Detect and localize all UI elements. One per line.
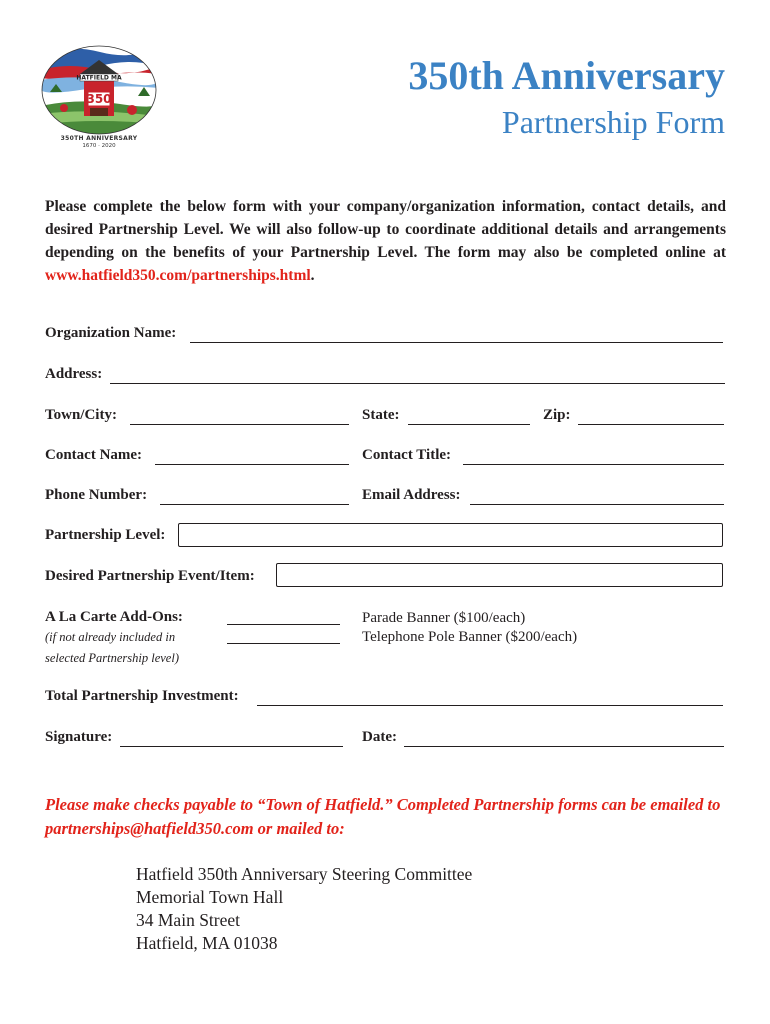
state-field[interactable] bbox=[408, 424, 530, 425]
hatfield-350-logo bbox=[40, 44, 158, 156]
addons-note-line1: (if not already included in bbox=[45, 630, 176, 644]
logo-badge-image bbox=[40, 44, 158, 136]
logo-number-text: 350 bbox=[86, 92, 112, 106]
telephone-pole-banner-quantity-field[interactable] bbox=[227, 643, 340, 644]
address-line-committee: Hatfield 350th Anniversary Steering Committee bbox=[136, 864, 473, 884]
addon-item-parade-banner: Parade Banner ($100/each) bbox=[362, 610, 526, 626]
payment-instructions: Please make checks payable to “Town of Hatfield.” Completed Partnership forms can be emailed to partnerships@hatfield350.com or mailed to: bbox=[45, 795, 721, 838]
total-investment-field[interactable] bbox=[257, 705, 723, 706]
desired-event-field[interactable] bbox=[276, 563, 723, 587]
addons-label: A La Carte Add-Ons: bbox=[45, 609, 183, 625]
contact-name-label: Contact Name: bbox=[45, 447, 143, 463]
total-investment-label: Total Partnership Investment: bbox=[45, 688, 239, 704]
mailing-address bbox=[136, 863, 472, 955]
contact-name-field[interactable] bbox=[155, 464, 349, 465]
partnerships-link[interactable]: www.hatfield350.com/partnerships.html bbox=[45, 267, 311, 284]
logo-caption-anniversary: 350TH ANNIVERSARY bbox=[60, 135, 138, 142]
date-label: Date: bbox=[362, 729, 397, 745]
zip-field[interactable] bbox=[578, 424, 724, 425]
addon-item-telephone-pole-banner: Telephone Pole Banner ($200/each) bbox=[362, 629, 578, 645]
intro-end: . bbox=[310, 267, 315, 284]
page-title: 350th Anniversary bbox=[408, 53, 725, 98]
zip-label: Zip: bbox=[543, 407, 571, 423]
town-city-field[interactable] bbox=[130, 424, 349, 425]
phone-number-field[interactable] bbox=[160, 504, 349, 505]
date-field[interactable] bbox=[404, 746, 724, 747]
town-city-label: Town/City: bbox=[45, 407, 117, 423]
state-label: State: bbox=[362, 407, 400, 423]
contact-title-field[interactable] bbox=[463, 464, 724, 465]
logo-banner-text: HATFIELD MA bbox=[76, 74, 122, 82]
partnership-level-label: Partnership Level: bbox=[45, 527, 166, 543]
address-label: Address: bbox=[45, 366, 103, 382]
logo-caption-years: 1670 · 2020 bbox=[82, 143, 116, 149]
email-address-field[interactable] bbox=[470, 504, 724, 505]
signature-label: Signature: bbox=[45, 729, 113, 745]
address-field[interactable] bbox=[110, 383, 725, 384]
desired-event-label: Desired Partnership Event/Item: bbox=[45, 568, 255, 584]
organization-name-label: Organization Name: bbox=[45, 325, 177, 341]
address-line-city: Hatfield, MA 01038 bbox=[136, 933, 278, 953]
addons-note-line2: selected Partnership level) bbox=[45, 651, 179, 665]
partnership-level-field[interactable] bbox=[178, 523, 723, 547]
email-address-label: Email Address: bbox=[362, 487, 461, 503]
phone-number-label: Phone Number: bbox=[45, 487, 148, 503]
address-line-town-hall: Memorial Town Hall bbox=[136, 887, 284, 907]
signature-field[interactable] bbox=[120, 746, 343, 747]
page-subtitle: Partnership Form bbox=[501, 104, 725, 140]
contact-title-label: Contact Title: bbox=[362, 447, 452, 463]
intro-text: Please complete the below form with your company/organization information, contact details, and desired Partnership Level. We will also follow-up to coordinate additional details and arrangements depending on the benefits of your Partnership Level. The form may also be completed online at bbox=[45, 198, 726, 261]
parade-banner-quantity-field[interactable] bbox=[227, 624, 340, 625]
address-line-street: 34 Main Street bbox=[136, 910, 241, 930]
organization-name-field[interactable] bbox=[190, 342, 723, 343]
intro-paragraph bbox=[45, 195, 726, 287]
